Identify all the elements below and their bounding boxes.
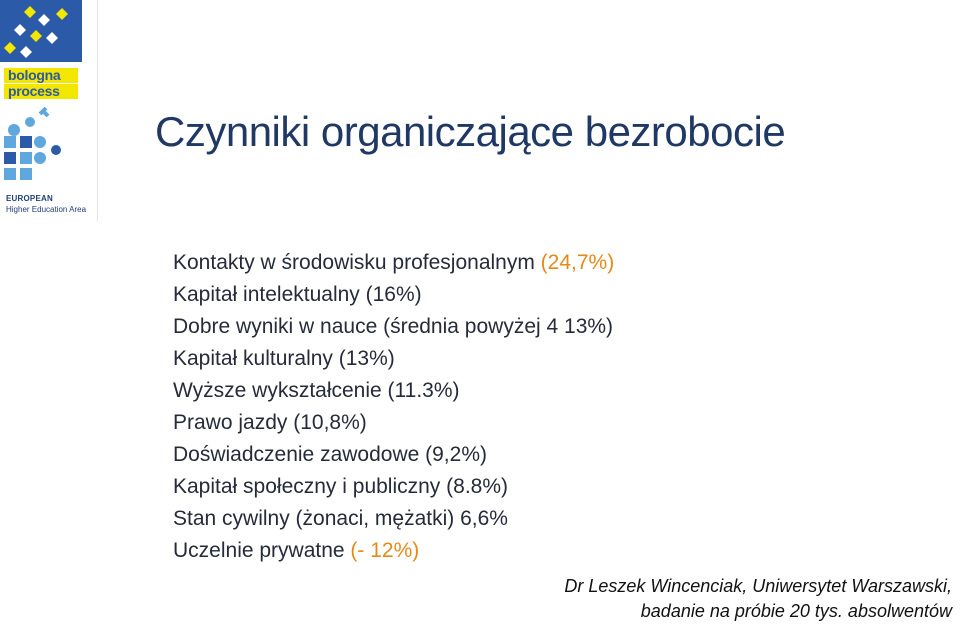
credit-author: Dr Leszek Wincenciak, Uniwersytet Warszawski, xyxy=(564,576,952,596)
logo-puzzle-graphic xyxy=(0,106,100,188)
factor-list xyxy=(173,247,614,567)
credit-study: badanie na próbie 20 tys. absolwentów xyxy=(640,601,952,621)
item-text: Stan cywilny (żonaci, mężatki) 6,6% xyxy=(173,507,508,530)
list-item xyxy=(173,439,614,471)
logo-ehea-subtitle: Higher Education Area xyxy=(6,205,87,214)
logo-ehea-label: EUROPEAN xyxy=(6,194,53,203)
list-item xyxy=(173,311,614,343)
source-credit xyxy=(564,574,952,624)
logo-word-bologna: bologna xyxy=(4,68,78,83)
item-text: Uczelnie prywatne xyxy=(173,539,351,562)
list-item xyxy=(173,407,614,439)
bologna-process-logo xyxy=(0,0,100,222)
item-accent-value: (24,7%) xyxy=(540,251,615,274)
item-text: Kontakty w środowisku profesjonalnym xyxy=(173,251,541,274)
item-text: Kapitał społeczny i publiczny (8.8%) xyxy=(173,475,508,498)
list-item xyxy=(173,247,614,279)
logo-word-process: process xyxy=(4,84,78,99)
logo-divider xyxy=(97,0,98,222)
item-text: Prawo jazdy (10,8%) xyxy=(173,411,367,434)
item-text: Doświadczenie zawodowe (9,2%) xyxy=(173,443,487,466)
list-item xyxy=(173,375,614,407)
logo-stars-graphic xyxy=(0,0,100,66)
list-item xyxy=(173,471,614,503)
slide-title: Czynniki organiczające bezrobocie xyxy=(155,108,786,155)
list-item xyxy=(173,279,614,311)
item-text: Wyższe wykształcenie (11.3%) xyxy=(173,379,460,402)
list-item xyxy=(173,343,614,375)
item-text: Kapitał kulturalny (13%) xyxy=(173,347,395,370)
list-item xyxy=(173,503,614,535)
list-item xyxy=(173,535,614,567)
item-text: Kapitał intelektualny (16%) xyxy=(173,283,422,306)
item-accent-value: (- 12%) xyxy=(350,539,420,562)
item-text: Dobre wyniki w nauce (średnia powyżej 4 13%) xyxy=(173,315,614,338)
